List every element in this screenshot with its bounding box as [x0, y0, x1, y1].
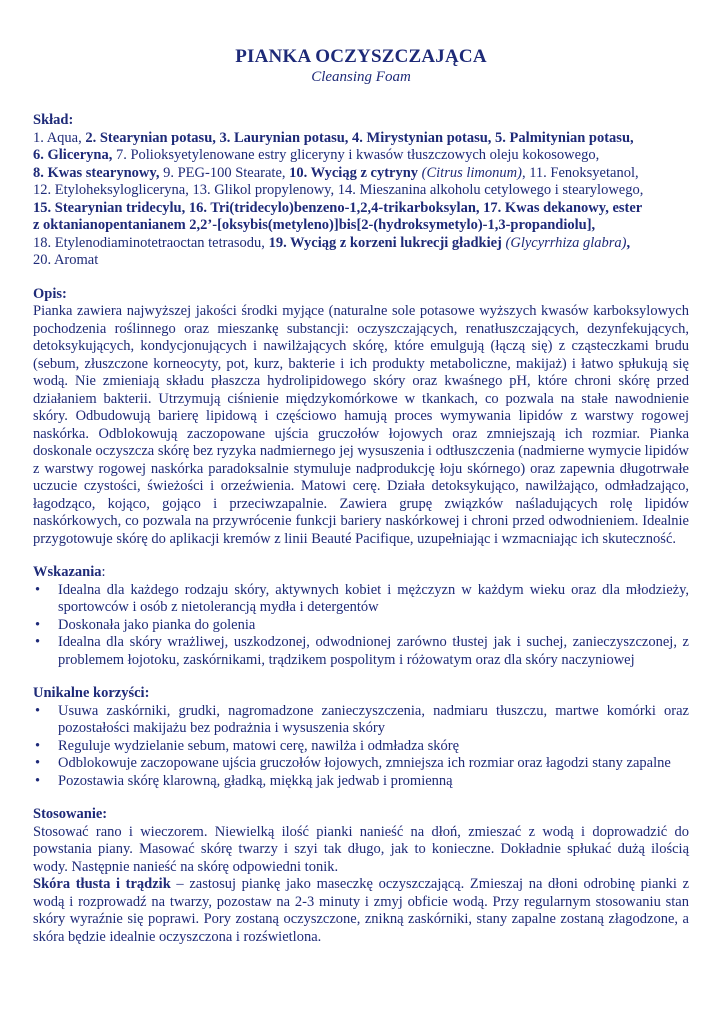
description-text: Pianka zawiera najwyższej jakości środki myjące (naturalne sole potasowe wyższych kwasów karboksylowych pochodzenia roślinnego oraz mieszankę substancji: oczyszczających, renatłuszczających, dezynfekujących, detoksykujących, kondycjonujących i nawilżających skórę, które emulgują (łączą się) z cząsteczkami brudu (sebum, złuszczone korneocyty, pot, kurz, bakterie i ich produkty metaboliczne, makijaż) i łatwo spłukują się wodą. Nie zmieniają składu płaszcza hydrolipidowego skóry oraz kwaśnego pH, które chroni skórę przed działaniem bakterii. Utrzymują ciśnienie międzykomórkowe w tkankach, co pozwala na stałe nawodnienie skóry. Odbudowują barierę lipidową i częściowo hamują proces wymywania lipidów z warstwy rogowej naskórka. Odblokowują zaczopowane ujścia gruczołów łojowych oraz zmniejszają ich rozmiar. Pianka doskonale oczyszcza skórę bez ryzyka nadmiernego jej wysuszenia i odtłuszczenia (nadmierne wymycie lipidów z warstwy rogowej naskórka paradoksalnie stymuluje nadprodukcję łoju skórnego) oraz zapewnia długotrwałe uczucie czystości, świeżości i orzeźwienia. Matowi cerę. Działa detoksykująco, nawilżająco, odmładzająco, łagodząco, kojąco, gojąco i przeciwzapalnie. Zawiera grupę związków naśladujących rolę lipidów naskórkowych, co pozwala na przywrócenie funkcji bariery naskórkowej i chroni przed odwodnieniem. Idealnie przygotowuje skórę do aplikacji kremów z linii Beauté Pacifique, uzupełniając i wzmacniając ich skuteczność. [33, 303, 689, 547]
list-item: • Doskonała jako pianka do golenia [33, 617, 689, 635]
ingredients-line [33, 147, 689, 165]
list-item: • Idealna dla skóry wrażliwej, uszkodzonej, odwodnionej zarówno tłustej jak i suchej, zanieczyszczonej, z problemem łojotoku, zaskórnikami, trądzikem pospolitym i różowatym oraz dla skóry naczyniowej [33, 634, 689, 669]
ingredients-line [33, 200, 689, 218]
ingredient-text-bold: , [626, 234, 631, 251]
ingredients-line [33, 235, 689, 253]
indications-heading-text: Wskazania [33, 564, 102, 580]
ingredient-text-bold: 19. Wyciąg z korzeni lukrecji gładkiej [268, 234, 502, 251]
ingredients-line [33, 130, 689, 148]
ingredient-text-bold: 10. Wyciąg z cytryny [289, 164, 419, 181]
list-item: • Usuwa zaskórniki, grudki, nagromadzone zanieczyszczenia, nadmiaru tłuszczu, martwe komórki oraz pozostałości makijażu bez podrażnia i wysuszenia skóry [33, 703, 689, 738]
ingredient-text: 18. Etylenodiaminotetraoctan tetrasodu, [33, 234, 269, 251]
page-title: PIANKA OCZYSZCZAJĄCA [235, 46, 487, 67]
usage-text: Stosować rano i wieczorem. Niewielką ilość pianki nanieść na dłoń, zmieszać z wodą i doprowadzić do powstania piany. Masować skórę twarzy i szyi tak długo, jak to konieczne. Dokładnie spłukać dużą ilością wody. Następnie nanieść na skórę odpowiedni tonik. [33, 823, 689, 875]
ingredient-latin-name: (Citrus limonum) [418, 164, 522, 181]
ingredient-latin-name: (Glycyrrhiza glabra) [501, 234, 627, 251]
ingredient-text: 1. Aqua, [33, 129, 86, 146]
ingredient-text-bold: z oktanianopentanianem 2,2’-[oksybis(metyleno)]bis[2-(hydroksymetylo)-1,3-propandiolu], [33, 217, 596, 233]
list-item: • Pozostawia skórę klarowną, gładką, miękką jak jedwab i promienną [33, 773, 689, 791]
list-item: • Reguluje wydzielanie sebum, matowi cerę, nawilża i odmładza skórę [33, 738, 689, 756]
list-item: • Idealna dla każdego rodzaju skóry, aktywnych kobiet i mężczyzn w każdym wieku oraz dla młodzieży, sportowców i osób z nietolerancją mydła i detergentów [33, 582, 689, 617]
benefits-heading: Unikalne korzyści: [33, 685, 150, 701]
usage-section [33, 806, 689, 946]
ingredients-line: 12. Etyloheksylogliceryna, 13. Glikol propylenowy, 14. Mieszanina alkoholu cetylowego i stearylowego, [33, 182, 644, 198]
ingredient-text-bold: 8. Kwas stearynowy, [33, 164, 160, 181]
ingredients-line [33, 165, 689, 183]
ingredient-text: 9. PEG-100 Stearate, [159, 164, 290, 181]
ingredient-text: 7. Polioksyetylenowane estry gliceryny i kwasów tłuszczowych oleju kokosowego, [112, 147, 600, 163]
usage-special-text [33, 876, 689, 946]
ingredient-text: , 11. Fenoksyetanol, [521, 164, 639, 181]
ingredients-line: 20. Aromat [33, 252, 99, 268]
ingredient-text-bold: 2. Stearynian potasu, 3. Laurynian potasu, 4. Mirystynian potasu, 5. Palmitynian potasu, [85, 129, 634, 146]
description-section [33, 286, 689, 549]
ingredients-section [33, 112, 689, 270]
ingredient-text-bold: 6. Gliceryna, [33, 147, 113, 163]
usage-heading: Stosowanie: [33, 806, 108, 822]
indications-section [33, 564, 689, 669]
description-heading: Opis: [33, 285, 67, 302]
indications-list [33, 582, 689, 670]
ingredient-text-bold: 15. Stearynian tridecylu, 16. Tri(tridecylo)benzeno-1,2,4-trikarboksylan, 17. Kwas dekanowy, ester [33, 199, 643, 216]
list-item: • Odblokowuje zaczopowane ujścia gruczołów łojowych, zmniejsza ich rozmiar oraz łagodzi stany zapalne [33, 755, 689, 773]
usage-special-body: – zastosuj piankę jako maseczkę oczyszczającą. Zmieszaj na dłoni odrobinę pianki z wodą i rozprowadź na twarzy, pozostaw na 2-3 minuty i zmyj obficie wodą. Przy regularnym stosowaniu stan skóry wyraźnie się poprawi. Pory zostaną oczyszczone, znikną zaskórniki, stany zapalne zostaną złagodzone, a skóra będzie idealnie oczyszczona i rozświetlona. [33, 876, 689, 945]
page-subtitle: Cleansing Foam [311, 69, 411, 85]
indications-heading-colon: : [101, 564, 106, 580]
benefits-section [33, 685, 689, 790]
ingredients-heading: Skład: [33, 112, 74, 128]
ingredients-line [33, 217, 689, 235]
usage-special-label: Skóra tłusta i trądzik [33, 876, 171, 892]
indications-heading [33, 564, 689, 582]
benefits-list [33, 703, 689, 791]
ingredients-list [33, 130, 689, 270]
